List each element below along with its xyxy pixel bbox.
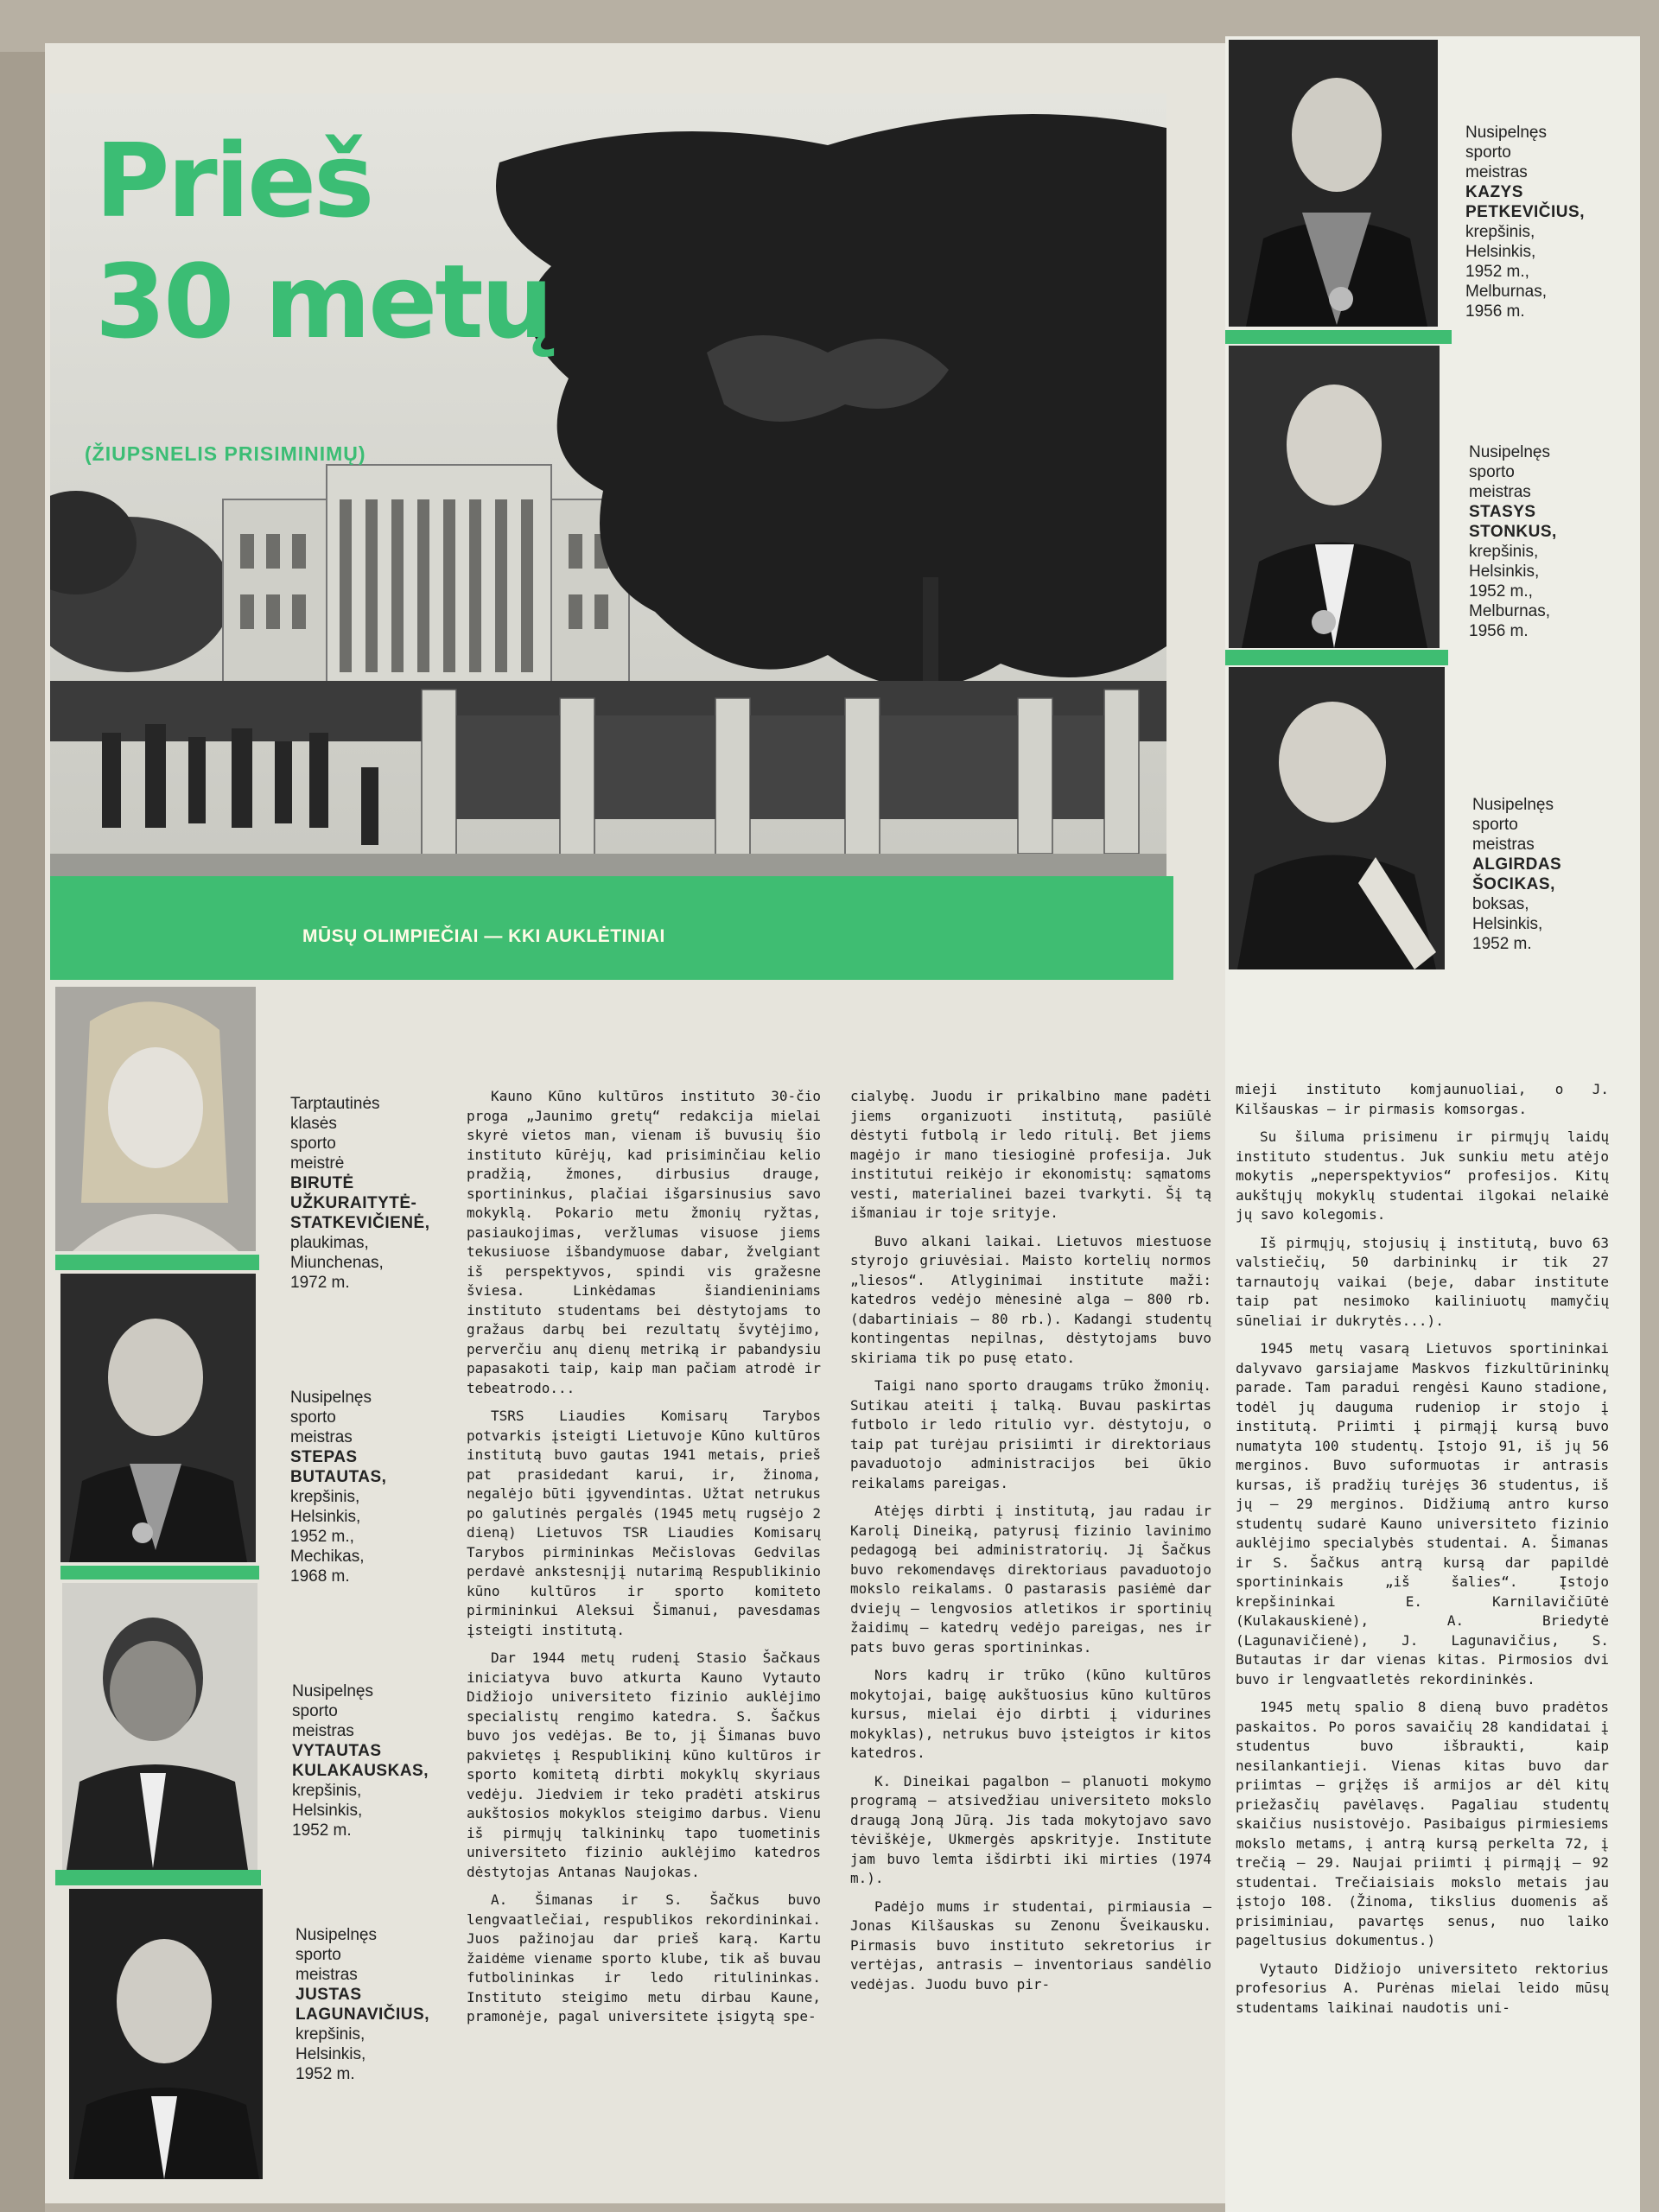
portrait-illustration [62, 1583, 257, 1870]
caption-name: JUSTAS LAGUNAVIČIUS, [296, 1986, 429, 2024]
portrait-illustration [55, 987, 256, 1251]
portrait-illustration [69, 1889, 263, 2179]
paragraph: TSRS Liaudies Komisarų Tarybos potvarkis įsteigti Lietuvoje Kūno kultūros institutą buvo gautas 1941 metais, prieš pat prasidedant karui, ir, žinoma, negalėjo būti įgyvendintas. Užtat netrukus po galutinės pergalės (1945 metų rugsėjo 2 dieną) Lietuvos TSR Liaudies Komisarų Tarybos pirmininkas Mečislovas Gedvilas perdavė ankstesnįjį nutarimą Respublikinio kūno kultūros ir sporto komiteto pirmininkui Aleksui Šimanui, pavesdamas įsteigti institutą. [467, 1408, 821, 1638]
caption-role: Nusipelnęs sporto meistras [1465, 124, 1547, 181]
caption-details: boksas, Helsinkis, 1952 m. [1472, 895, 1543, 953]
caption-lagunavicius [296, 1925, 477, 2084]
paragraph: Buvo alkani laikai. Lietuvos miestuose styrojo griuvėsiai. Maisto kortelių normos „liesos“. Atlyginimai institute maži: katedros vedėjo mėnesinė alga — 800 rb. (dabartiniais — 80 rb.). Kadangi studentų kontingentas nepilnas, dėstytojams buvo skiriama tik po pusę etato. [850, 1232, 1211, 1366]
caption-details: plaukimas, Miunchenas, 1972 m. [290, 1234, 384, 1292]
paragraph: mieji instituto komjaunuoliai, o J. Kilšauskas — ir pirmasis komsorgas. [1236, 1081, 1609, 1117]
article-subtitle: (ŽIUPSNELIS PRISIMINIMŲ) [85, 442, 366, 465]
paragraph: Su šiluma prisimenu ir pirmųjų laidų instituto studentus. Juk sunkiu metu atėjo mokytis „neperspektyvios“ profesijos. Kitų aukštųjų mokyklų studentai ilgokai nelaikė jų savo kolegomis. [1236, 1128, 1609, 1223]
paragraph: 1945 metų spalio 8 dieną buvo pradėtos paskaitos. Po poros savaičių 28 kandidatai į studentus buvo išbraukti, kaip nesilankantieji. Vienas kitas buvo dar priimtas — grįžęs iš armijos ar dėl kitų priežasčių pavėlavęs. Pagaliau studentų skaičius nusistovėjo. Pasibaigus pirmiesiems mokslo metams, į antrą kursą perkelta 72, į trečią — 29. Naujai priimti į pirmąjį — 92 studentai. Trečiaisiais mokslo metais jau įstojo 108. (Žinoma, tikslius duomenis aš prisiminiau, pavartęs senus, nuo laiko pageltusius dokumentus.) [1236, 1699, 1609, 1948]
article-title [95, 121, 551, 361]
portrait-kulakauskas [62, 1583, 257, 1870]
caption-role: Nusipelnęs sporto meistras [1469, 443, 1550, 501]
article-column-1 [467, 1087, 821, 2193]
green-divider [55, 1255, 259, 1270]
caption-details: krepšinis, Helsinkis, 1952 m., Melburnas, 1956 m. [1465, 223, 1547, 321]
paragraph: Vytauto Didžiojo universiteto rektorius profesorius A. Purėnas mielai leido mūsų studentams laikinai naudotis uni- [1236, 1960, 1609, 2016]
portrait-uzkuraityte [55, 987, 256, 1251]
green-divider [1225, 650, 1448, 665]
caption-name: BIRUTĖ UŽKURAITYTĖ- STATKEVIČIENĖ, [290, 1174, 430, 1232]
title-line-2: 30 metų [95, 242, 551, 361]
caption-details: krepšinis, Helsinkis, 1952 m., Mechikas, 1968 m. [290, 1488, 365, 1586]
portrait-illustration [1229, 346, 1440, 648]
olympians-banner [50, 876, 1173, 980]
caption-butautas [290, 1388, 472, 1586]
paragraph: K. Dineikai pagalbon — planuoti mokymo programą — atsivedžiau universiteto mokslo draugą Joną Jūrą. Jis tada mokytojavo savo tėviškėje, Ukmergės apskrityje. Institute jam buvo lemta išdirbti iki mirties (1974 m.). [850, 1772, 1211, 1886]
paragraph: Iš pirmųjų, stojusių į institutą, buvo 63 valstiečių, 50 darbininkų ir tik 27 tarnautojų vaikai (beje, dabar institute taip pat nesimoko kailiniuotų mamyčių sūneliai ir dukrytės...). [1236, 1234, 1609, 1329]
portrait-butautas [60, 1274, 256, 1562]
caption-uzkuraityte [290, 1094, 472, 1293]
title-line-1: Prieš [95, 121, 372, 240]
portrait-illustration [1229, 40, 1438, 327]
article-column-2 [850, 1087, 1211, 2193]
caption-role: Nusipelnęs sporto meistras [292, 1682, 373, 1740]
portrait-lagunavicius [69, 1889, 263, 2179]
portrait-stonkus [1229, 346, 1440, 648]
paragraph: Nors kadrų ir trūko (kūno kultūros mokytojai, baigę aukštuosius kūno kultūros kursus, mielai ėjo dirbti į vidurines mokyklas), netrukus buvo įsteigtos ir kitos katedros. [850, 1667, 1211, 1761]
caption-petkevicius [1465, 123, 1638, 321]
paragraph: 1945 metų vasarą Lietuvos sportininkai dalyvavo garsiajame Maskvos fizkultūrininkų parade. Tam paradui rengėsi Kauno stadione, todėl jų dauguma rudeniop ir stojo į institutą. Priimti į pirmąjį kursą buvo numatyta 100 studentų. Įstojo 91, iš jų 56 merginos. Buvo suformuotas ir antrasis kursas, iš pradžių turėjęs 36 studentus, iš jų — 29 merginos. Didžiumą antro kurso studentų sudarė Kauno universiteto fizinio auklėjimo specialybės studentai. A. Šimanas ir S. Šačkus antrą kursą dar papildė sportininkais „iš šalies“. Įstojo krepšininkai E. Karnilavičiūtė (Kulakauskienė), A. Briedytė (Lagunavičienė), J. Lagunavičius, S. Butautas ir dar vienas kitas. Pirmosios dvi buvo ir lengvaatletės rekordininkės. [1236, 1340, 1609, 1688]
portrait-illustration [1229, 667, 1445, 969]
caption-details: krepšinis, Helsinkis, 1952 m., Melburnas, 1956 m. [1469, 543, 1550, 640]
binding-edge [0, 52, 45, 2212]
caption-role: Nusipelnęs sporto meistras [1472, 796, 1554, 854]
paragraph: cialybę. Juodu ir prikalbino mane padėti jiems organizuoti institutą, pasiūlė dėstyti futbolą ir ledo ritulį. Bet jiems magėjo ir mano tiesioginė profesija. Juk institutui reikėjo ir ekonomistų: sąmatoms vesti, materialinei bazei tvarkyti. Šį tą išmaniau ir toje srityje. [850, 1088, 1211, 1221]
paragraph: Atėjęs dirbti į institutą, jau radau ir Karolį Dineiką, patyrusį fizinio lavinimo pedagogą bei administratorių. Jį Šačkus buvo rekomendavęs direktoriaus pavaduotojo mokslo reikalams. O pastarasis pasiėmė dar dviejų — lengvosios atletikos ir sportinių žaidimų — katedrų vedėjo pareigas, nes ir pats buvo geras sportininkas. [850, 1503, 1211, 1656]
caption-name: KAZYS PETKEVIČIUS, [1465, 183, 1585, 221]
portrait-illustration [60, 1274, 256, 1562]
portrait-petkevicius [1229, 40, 1438, 327]
caption-stonkus [1469, 442, 1638, 641]
paragraph: A. Šimanas ir S. Šačkus buvo lengvaatlečiai, respublikos rekordininkai. Juos pažinojau dar prieš karą. Kartu žaidėme viename sporto klube, tik aš buvau futbolininkas ir ledo ritulininkas. Instituto steigimo metu dirbau Kaune, pramonėje, pagal universitete įsigytą spe- [467, 1891, 821, 2024]
green-divider [1225, 330, 1452, 344]
article-column-3 [1236, 1080, 1609, 2195]
caption-socikas [1472, 795, 1638, 954]
green-divider [55, 1870, 261, 1885]
paragraph: Taigi nano sporto draugams trūko žmonių. Sutikau ateiti į talką. Buvau paskirtas futbolo ir ledo ritulio vyr. dėstytoju, o taip pat turėjau prisiimti ir direktoriaus pavaduotojo administracijos bei ūkio reikalams pareigas. [850, 1377, 1211, 1491]
caption-kulakauskas [292, 1681, 474, 1840]
caption-name: STEPAS BUTAUTAS, [290, 1448, 387, 1486]
caption-name: ALGIRDAS ŠOCIKAS, [1472, 855, 1562, 893]
caption-details: krepšinis, Helsinkis, 1952 m. [292, 1782, 363, 1840]
caption-role: Tarptautinės klasės sporto meistrė [290, 1095, 380, 1173]
caption-name: VYTAUTAS KULAKAUSKAS, [292, 1742, 429, 1780]
caption-details: krepšinis, Helsinkis, 1952 m. [296, 2025, 366, 2083]
banner-text: MŪSŲ OLIMPIEČIAI — KKI AUKLĖTINIAI [302, 926, 665, 946]
paragraph: Dar 1944 metų rudenį Stasio Šačkaus iniciatyva buvo atkurta Kauno Vytauto Didžiojo universiteto fizinio auklėjimo specialistų rengimo katedra. S. Šačkus buvo jos vedėjas. Be to, jį Šimanas buvo pakvietęs į Respublikinį kūno kultūros ir sporto komitetą dirbti mokyklų skyriaus vedėju. Jiedviem ir teko pradėti atskirus aukštosios mokyklos steigimo darbus. Vienu iš pirmųjų talkininkų tapo tuometinis universiteto fizinio auklėjimo katedros dėstytojas Antanas Naujokas. [467, 1649, 821, 1880]
paragraph: Kauno Kūno kultūros instituto 30-čio proga „Jaunimo gretų“ redakcija mielai skyrė vietos man, vienam iš buvusių šio instituto kūrėjų, kad prisiminčiau kelio pradžią, žmones, dirbusius drauge, sportininkus, plačiai išgarsinusius savo mokyklą. Pokario metu žmonių ryžtas, pasiaukojimas, veržlumas visuose jiems tekusiuose išbandymuose dabar, žvelgiant iš perspektyvos, spindi vis gražesne šviesa. Linkėdamas šiandieniniams instituto studentams bei dėstytojams to gražaus darbų bei rezultatų švytėjimo, perverčiu anų dienų metriką ir pabandysiu papasakoti taip, kaip man pačiam atrodė ir tebeatrodo... [467, 1088, 821, 1396]
caption-name: STASYS STONKUS, [1469, 503, 1557, 541]
paragraph: Padėjo mums ir studentai, pirmiausia — Jonas Kilšauskas su Zenonu Šveikausku. Pirmasis buvo instituto sekretorius ir vertėjas, antrasis — inventoriaus sandėlio vedėjas. Juodu buvo pir- [850, 1897, 1211, 1993]
caption-role: Nusipelnęs sporto meistras [290, 1389, 372, 1446]
green-divider [60, 1566, 259, 1580]
portrait-socikas [1229, 667, 1445, 969]
caption-role: Nusipelnęs sporto meistras [296, 1926, 377, 1984]
